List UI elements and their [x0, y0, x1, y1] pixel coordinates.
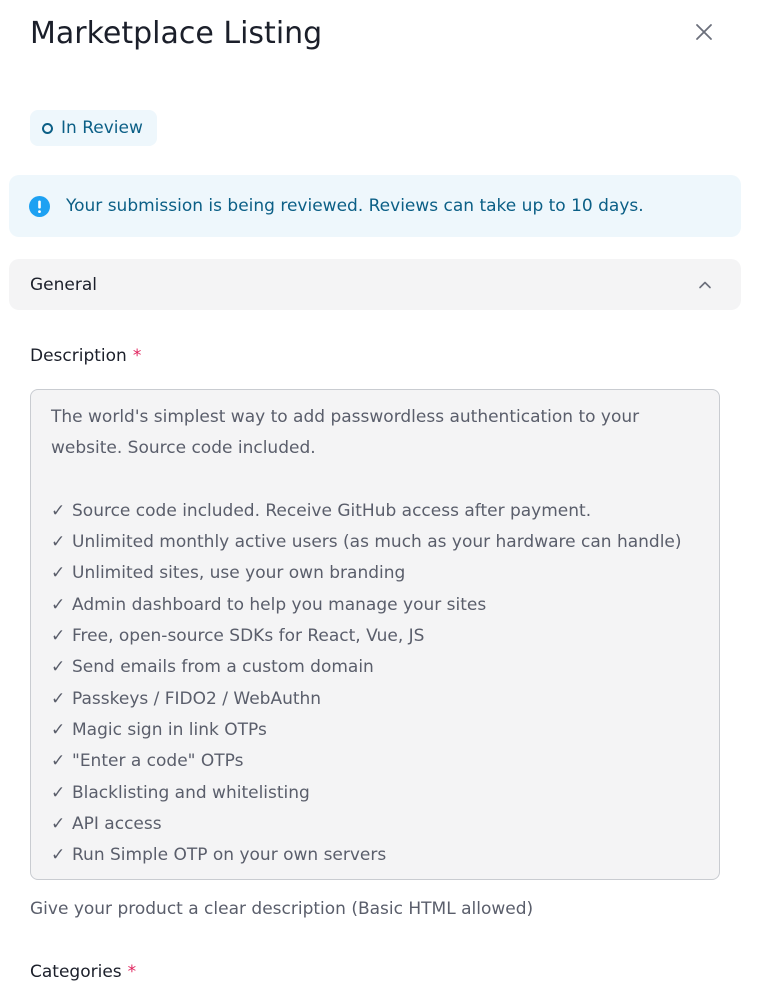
description-intro-line: website. Source code included. [51, 438, 316, 459]
feature-list-item-text: Send emails from a custom domain [72, 657, 374, 678]
close-button[interactable] [688, 18, 720, 50]
blank-line [51, 465, 699, 496]
categories-label-text: Categories [30, 962, 122, 982]
feature-list-item-text: API access [72, 813, 162, 834]
check-icon: ✓ [51, 563, 66, 584]
feature-list-item [51, 527, 699, 558]
feature-list-item [51, 684, 699, 715]
feature-list-item-text: Admin dashboard to help you manage your sites [72, 594, 487, 615]
check-icon: ✓ [51, 594, 66, 615]
description-label [30, 346, 141, 366]
check-icon: ✓ [51, 688, 66, 709]
feature-list-item-text: Passkeys / FIDO2 / WebAuthn [72, 688, 322, 709]
check-icon: ✓ [51, 751, 66, 772]
check-icon: ✓ [51, 532, 66, 553]
check-icon: ✓ [51, 782, 66, 803]
description-intro-line: The world's simplest way to add passwordless authentication to your [51, 407, 640, 427]
feature-list-item [51, 840, 699, 871]
feature-list-item [51, 590, 699, 621]
feature-list-item [51, 558, 699, 589]
feature-list-item [51, 809, 699, 840]
feature-list-item-text: Blacklisting and whitelisting [72, 782, 310, 803]
status-badge [30, 110, 157, 146]
review-info-alert [9, 175, 741, 237]
info-icon [29, 196, 50, 217]
feature-list-item-text: Source code included. Receive GitHub access after payment. [72, 500, 592, 521]
general-section-toggle[interactable] [9, 259, 741, 310]
close-icon [695, 23, 713, 45]
page-title: Marketplace Listing [30, 16, 323, 51]
section-title: General [30, 274, 97, 295]
feature-list [51, 496, 699, 872]
feature-list-item [51, 652, 699, 683]
required-marker: * [127, 962, 137, 982]
check-icon: ✓ [51, 657, 66, 678]
feature-list-item [51, 715, 699, 746]
check-icon: ✓ [51, 845, 66, 866]
feature-list-item-text: Free, open-source SDKs for React, Vue, JS [72, 626, 425, 647]
description-label-text: Description [30, 346, 127, 366]
alert-message: Your submission is being reviewed. Reviews can take up to 10 days. [66, 196, 644, 216]
status-dot-icon [42, 123, 53, 134]
chevron-up-icon [697, 277, 713, 293]
feature-list-item-text: Magic sign in link OTPs [72, 719, 267, 740]
feature-list-item-text: Unlimited sites, use your own branding [72, 563, 406, 584]
feature-list-item-text: "Enter a code" OTPs [72, 751, 244, 772]
check-icon: ✓ [51, 626, 66, 647]
description-textarea[interactable] [30, 389, 720, 880]
feature-list-item-text: Run Simple OTP on your own servers [72, 845, 387, 866]
check-icon: ✓ [51, 719, 66, 740]
feature-list-item [51, 778, 699, 809]
feature-list-item [51, 746, 699, 777]
required-marker: * [132, 346, 142, 366]
check-icon: ✓ [51, 813, 66, 834]
feature-list-item-text: Unlimited monthly active users (as much as your hardware can handle) [72, 532, 682, 553]
categories-label [30, 962, 136, 982]
check-icon: ✓ [51, 500, 66, 521]
status-badge-label: In Review [61, 118, 143, 138]
feature-list-item [51, 621, 699, 652]
description-help-text: Give your product a clear description (Basic HTML allowed) [30, 899, 534, 919]
feature-list-item [51, 496, 699, 527]
